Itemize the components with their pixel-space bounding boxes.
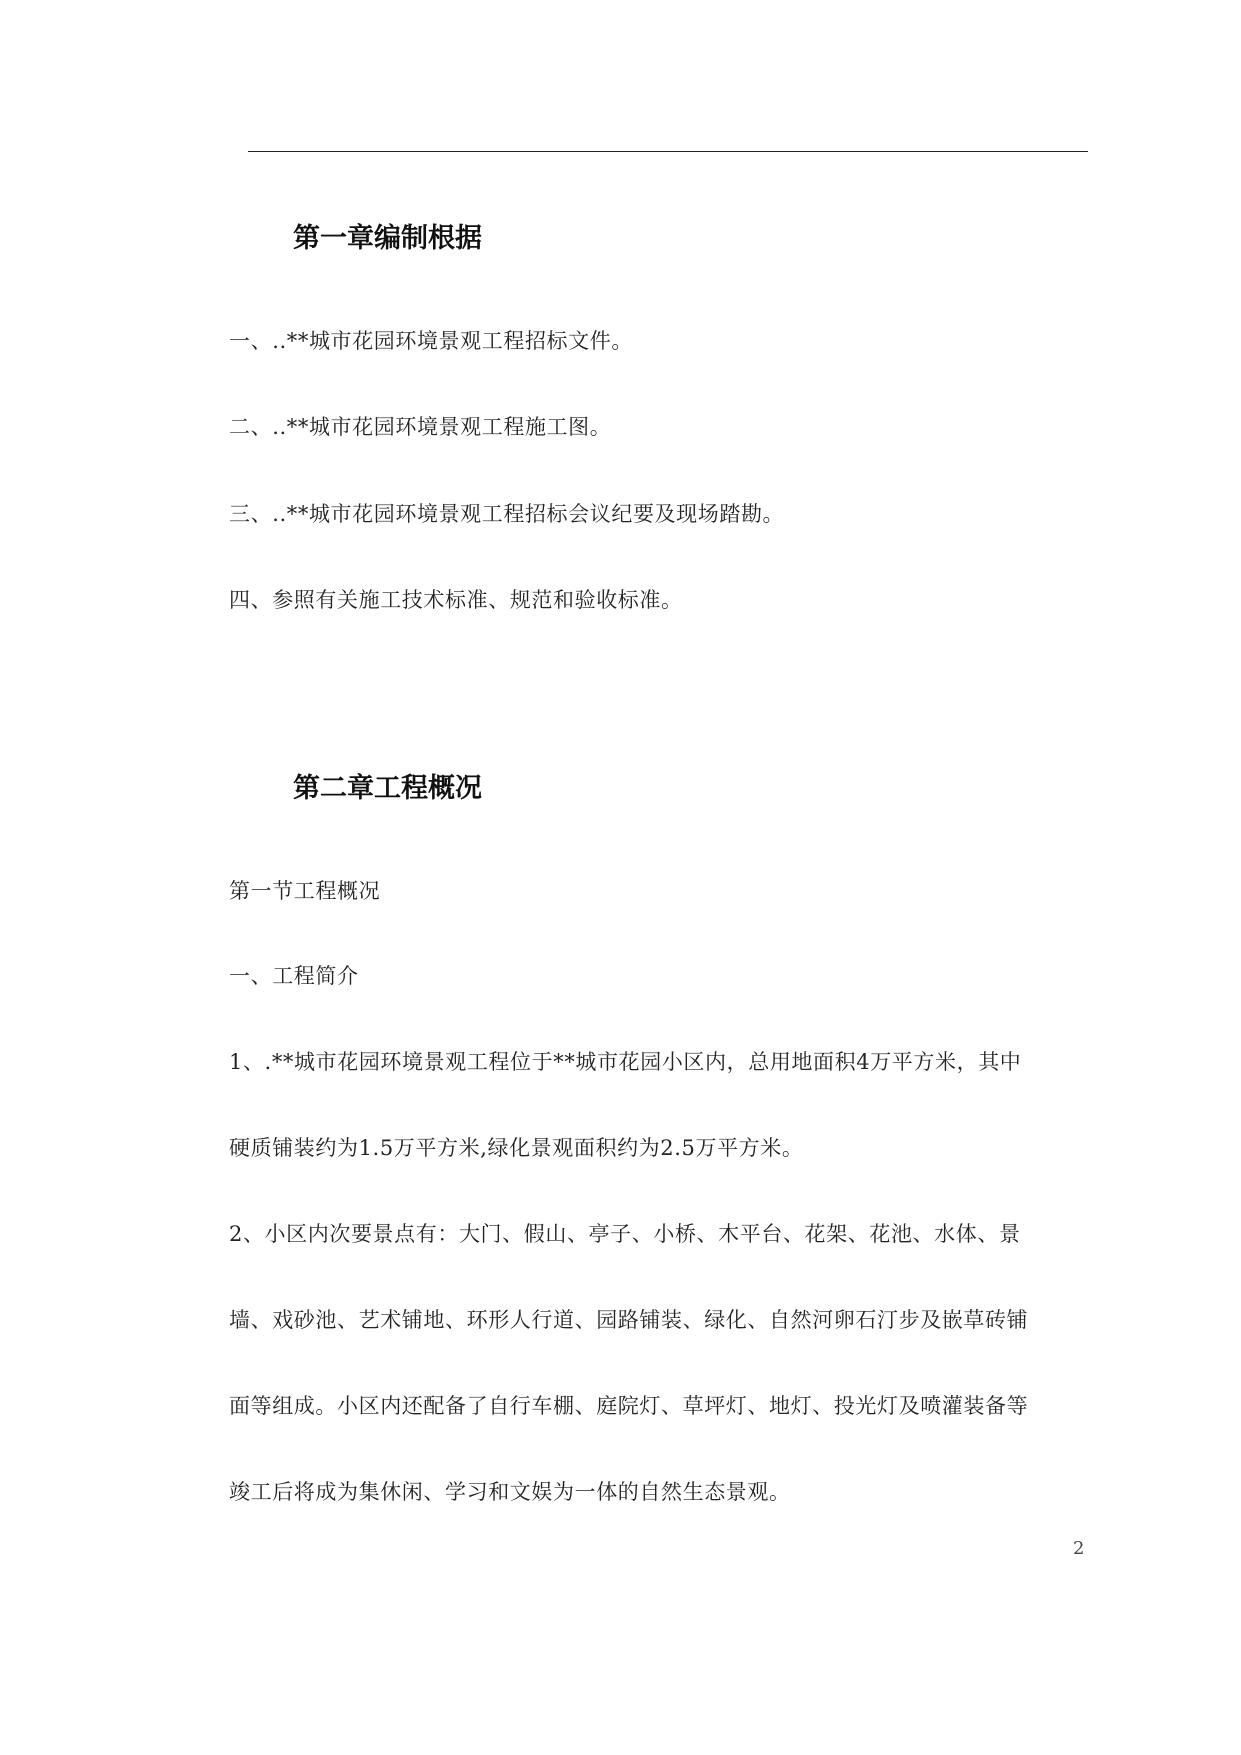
section-title: 第一节工程概况 [229,879,381,903]
chapter-1-item-3: 三、..**城市花园环境景观工程招标会议纪要及现场踏勘。 [229,502,785,526]
chapter-2-title: 第二章工程概况 [293,773,482,804]
body-line-2: 硬质铺装约为1.5万平方米,绿化景观面积约为2.5万平方米。 [229,1136,804,1160]
header-rule [248,151,1088,152]
body-line-5: 面等组成。小区内还配备了自行车棚、庭院灯、草坪灯、地灯、投光灯及喷灌装备等 [229,1394,1029,1418]
body-line-6: 竣工后将成为集休闲、学习和文娱为一体的自然生态景观。 [229,1480,791,1504]
chapter-1-item-4: 四、参照有关施工技术标准、规范和验收标准。 [229,588,683,612]
chapter-1-title: 第一章编制根据 [293,223,482,254]
body-line-4: 墙、戏砂池、艺术铺地、环形人行道、园路铺装、绿化、自然河卵石汀步及嵌草砖铺 [229,1308,1029,1332]
chapter-1-item-1: 一、..**城市花园环境景观工程招标文件。 [229,329,633,353]
subsection-title: 一、工程简介 [229,964,359,988]
body-line-3: 2、小区内次要景点有：大门、假山、亭子、小桥、木平台、花架、花池、水体、景 [229,1222,1021,1246]
body-line-1: 1、.**城市花园环境景观工程位于**城市花园小区内，总用地面积4万平方米，其中 [229,1050,1022,1074]
page-number: 2 [1073,1538,1085,1559]
chapter-1-item-2: 二、..**城市花园环境景观工程施工图。 [229,415,612,439]
